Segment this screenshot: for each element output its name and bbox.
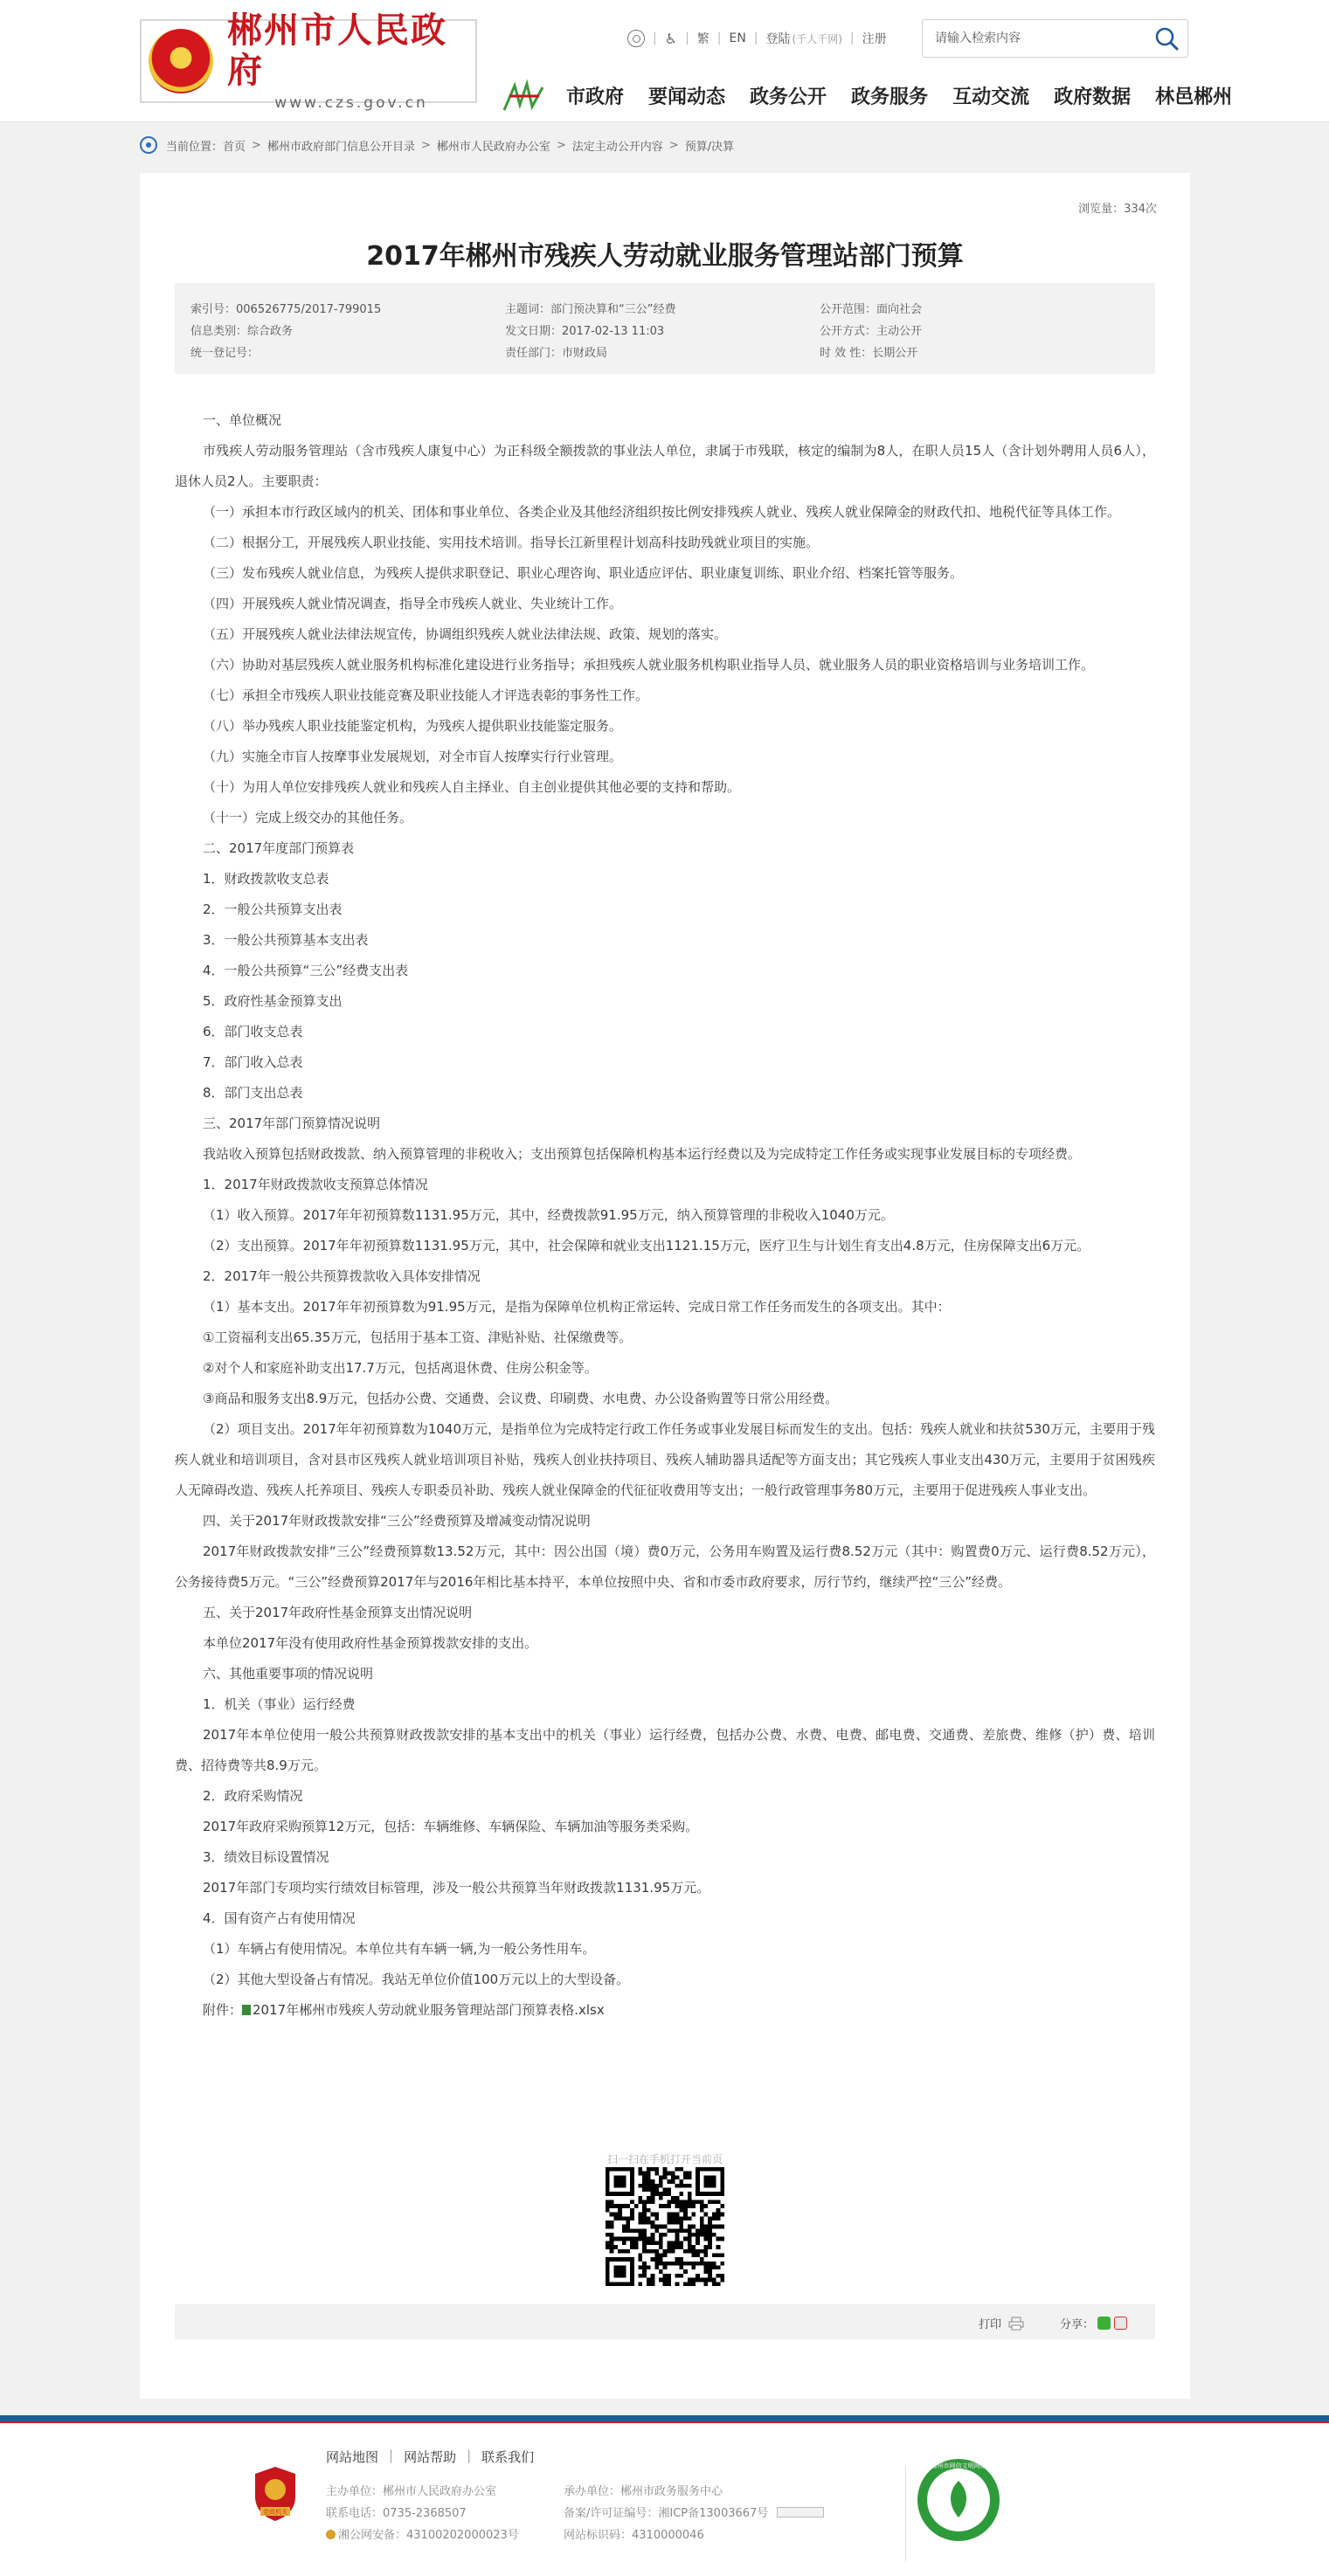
meta-reg-no: 统一登记号： (190, 347, 260, 360)
page-title: 2017年郴州市残疾人劳动就业服务管理站部门预算 (366, 241, 964, 272)
breadcrumb: 当前位置： 首页 > 郴州市政府部门信息公开目录 > 郴州市人民政府办公室 > 法定主动公开内容 > 预算/决算 (140, 136, 734, 154)
footer-contact-link[interactable]: 联系我们 (481, 2449, 535, 2465)
meta-date: 发文日期：2017-02-13 11:03 (505, 325, 665, 338)
article-paragraph: 五、关于2017年政府性基金预算支出情况说明 (203, 1605, 473, 1620)
article-paragraph: 2．政府采购情况 (203, 1788, 303, 1804)
footer-help-link[interactable]: 网站帮助 (404, 2449, 457, 2465)
footer-police-record: 湘公网安备：43100202000023号 (326, 2524, 562, 2546)
login-link[interactable]: 登陆 (765, 32, 791, 46)
attachment-label: 附件： (203, 2002, 243, 2018)
article-paragraph: （二）根据分工，开展残疾人职业技能、实用技术培训。指导长江新里程计划高科技助残就业项目的实施。 (203, 535, 820, 550)
breadcrumb-office[interactable]: 郴州市人民政府办公室 (436, 140, 550, 154)
view-count: 浏览量：334次 (1078, 203, 1157, 216)
xlsx-file-icon (242, 2005, 251, 2015)
article-paragraph: （六）协助对基层残疾人就业服务机构标准化建设进行业务指导；承担残疾人就业服务机构职业指导人员、就业服务人员的职业资格培训与业务培训工作。 (203, 657, 1095, 673)
article-paragraph: 2017年政府采购预算12万元，包括：车辆维修、车辆保险、车辆加油等服务类采购。 (203, 1819, 699, 1834)
article-paragraph: 我站收入预算包括财政拨款、纳入预算管理的非税收入；支出预算包括保障机构基本运行经费以及为完成特定工作任务或实现事业发展目标的专项经费。 (203, 1146, 1082, 1162)
top-links: | ♿ | 繁 | EN | 登陆 (千人千网) | 注册 (627, 28, 887, 49)
article-paragraph: 一、单位概况 (203, 412, 282, 428)
footer-links: 网站地图 | 网站帮助 | 联系我们 (326, 2448, 535, 2465)
search-input[interactable] (923, 21, 1146, 56)
article-paragraph: （2）支出预算。2017年年初预算数1131.95万元，其中，社会保障和就业支出1121.15万元，医疗卫生与计划生育支出4.8万元，住房保障支出6万元。 (203, 1238, 1090, 1253)
article-paragraph: 3．一般公共预算基本支出表 (203, 932, 369, 948)
article-paragraph: 2017年财政拨款安排“三公”经费预算数13.52万元，其中：因公出国（境）费0万元，公务用车购置及运行费8.52万元（其中：购置费0万元、运行费8.52万元），公务接待费5万元。“三公”经费预算2017年与2016年相比基本持平，本单位按照中央、省和市委市政府要求，厉行节约，继续严控“三公”经费。 (175, 1544, 1155, 1590)
qr-code-icon (606, 2167, 724, 2286)
attachment-link[interactable]: 2017年郴州市残疾人劳动就业服务管理站部门预算表格.xlsx (253, 2002, 605, 2018)
nav-item-data[interactable]: 政府数据 (1054, 86, 1132, 108)
nav-item-services[interactable]: 政务服务 (851, 86, 929, 108)
qr-caption: 扫一扫在手机打开当前页 (606, 2153, 723, 2165)
article-paragraph: 六、其他重要事项的情况说明 (203, 1666, 374, 1682)
article-paragraph: （十一）完成上级交办的其他任务。 (203, 810, 413, 825)
footer-site-id: 网站标识码：4310000046 (564, 2529, 704, 2542)
wechat-share-icon[interactable] (1097, 2317, 1111, 2330)
article-paragraph: 二、2017年度部门预算表 (203, 840, 355, 856)
article-paragraph: 7．部门收入总表 (203, 1054, 303, 1070)
party-government-badge-icon[interactable] (252, 2465, 299, 2523)
article-paragraph: （1）车辆占有使用情况。本单位共有车辆一辆,为一般公务性用车。 (203, 1941, 596, 1957)
seal-text: 郴州市网信文明网站 (931, 2462, 986, 2469)
meta-index-no: 索引号：006526775/2017-799015 (190, 303, 382, 316)
badge-text: 党政机关 (263, 2509, 287, 2516)
article-paragraph: （四）开展残疾人就业情况调查，指导全市残疾人就业、失业统计工作。 (203, 596, 623, 611)
article-paragraph: 5．政府性基金预算支出 (203, 993, 343, 1009)
nav-item-linyi-chenzhou[interactable]: 林邑郴州 (1155, 86, 1233, 108)
print-button[interactable] (979, 2315, 1024, 2331)
site-footer (0, 2415, 1329, 2576)
article-paragraph: 1．机关（事业）运行经费 (203, 1696, 356, 1712)
footer-icp: 备案/许可证编号：湘ICP备13003667号 (564, 2503, 843, 2524)
meta-keywords: 主题词：部门预决算和“三公”经费 (505, 303, 676, 316)
share-group (1060, 2315, 1127, 2331)
main-nav (566, 82, 1232, 109)
site-header (0, 0, 1329, 122)
footer-sitemap-link[interactable]: 网站地图 (326, 2449, 379, 2465)
nav-decoration-icon (501, 79, 548, 114)
article-paragraph: ①工资福利支出65.35万元，包括用于基本工资、津贴补贴、社保缴费等。 (203, 1329, 633, 1345)
site-logo[interactable] (140, 10, 477, 112)
meta-scope: 公开范围：面向社会 (820, 303, 923, 316)
article-paragraph: 4．一般公共预算“三公”经费支出表 (203, 963, 409, 978)
logo-title: 郴州市人民政府 (227, 10, 447, 91)
article-paragraph: 三、2017年部门预算情况说明 (203, 1115, 381, 1131)
national-emblem-icon (149, 29, 213, 93)
nav-item-city-government[interactable]: 市政府 (566, 86, 625, 108)
register-link[interactable]: 注册 (862, 32, 887, 46)
breadcrumb-budget[interactable]: 预算/决算 (684, 140, 735, 154)
article-paragraph: （五）开展残疾人就业法律法规宣传，协调组织残疾人就业法律法规、政策、规划的落实。 (203, 626, 728, 642)
article-paragraph: 2．一般公共预算支出表 (203, 901, 343, 917)
print-label: 打印 (979, 2318, 1002, 2331)
breadcrumb-catalog[interactable]: 郴州市政府部门信息公开目录 (266, 140, 415, 154)
english-link[interactable]: EN (729, 31, 746, 45)
footer-phone: 联系电话：0735-2368507 (326, 2507, 467, 2520)
attachment-line (175, 1995, 1155, 2026)
meta-method: 公开方式：主动公开 (820, 325, 923, 338)
printer-icon (1008, 2317, 1024, 2331)
article-paragraph: （八）举办残疾人职业技能鉴定机构，为残疾人提供职业技能鉴定服务。 (203, 718, 623, 734)
cnnic-badge-icon[interactable] (777, 2507, 824, 2517)
article-paragraph: （一）承担本市行政区域内的机关、团体和事业单位、各类企业及其他经济组织按比例安排残疾人就业、残疾人就业保障金的财政代扣、地税代征等具体工作。 (203, 504, 1121, 520)
article-paragraph: （1）收入预算。2017年年初预算数1131.95万元，其中，经费拨款91.95万元，纳入预算管理的非税收入1040万元。 (203, 1207, 894, 1223)
article-paragraph: （2）其他大型设备占有情况。我站无单位价值100万元以上的大型设备。 (203, 1972, 630, 1987)
elderly-mode-icon[interactable]: ♿ (664, 30, 678, 47)
article-paragraph: （1）基本支出。2017年年初预算数为91.95万元，是指为保障单位机构正常运转、完成日常工作任务而发生的各项支出。其中： (203, 1299, 951, 1315)
article-paragraph: （七）承担全市残疾人职业技能竞赛及职业技能人才评选表彰的事务性工作。 (203, 687, 649, 703)
login-hint: (千人千网) (792, 32, 842, 45)
article-paragraph: ②对个人和家庭补助支出17.7万元，包括离退休费、住房公积金等。 (203, 1360, 598, 1376)
article-paragraph: 4．国有资产占有使用情况 (203, 1910, 356, 1926)
search-box (922, 19, 1188, 58)
article-paragraph: 2017年部门专项均实行绩效目标管理，涉及一般公共预算当年财政拨款1131.95万元。 (203, 1880, 710, 1896)
weibo-share-icon[interactable] (1114, 2317, 1127, 2330)
footer-organizer: 承办单位：郴州市政务服务中心 (564, 2485, 723, 2498)
breadcrumb-home[interactable]: 首页 (223, 140, 246, 154)
traditional-chinese-link[interactable]: 繁 (696, 32, 709, 46)
article-paragraph: 本单位2017年没有使用政府性基金预算拨款安排的支出。 (203, 1635, 538, 1651)
article-paragraph: （九）实施全市盲人按摩事业发展规划，对全市盲人按摩实行行业管理。 (203, 749, 623, 764)
meta-validity: 时 效 性：长期公开 (820, 347, 918, 360)
search-icon (1154, 26, 1179, 51)
meta-table (175, 283, 1155, 374)
article-paragraph: 8．部门支出总表 (203, 1085, 303, 1101)
logo-url: www.czs.gov.cn (274, 94, 428, 112)
breadcrumb-content[interactable]: 法定主动公开内容 (571, 140, 663, 154)
article-paragraph: 2017年本单位使用一般公共预算财政拨款安排的基本支出中的机关（事业）运行经费，包括办公费、水费、电费、邮电费、交通费、差旅费、维修（护）费、培训费、招待费等共8.9万元。 (175, 1727, 1155, 1773)
article-body (175, 405, 1155, 2026)
meta-department: 责任部门：市财政局 (505, 347, 608, 360)
article-paragraph: 3．绩效目标设置情况 (203, 1849, 329, 1865)
accessibility-icon[interactable] (627, 30, 645, 47)
article-paragraph: （三）发布残疾人就业信息，为残疾人提供求职登记、职业心理咨询、职业适应评估、职业康复训练、职业介绍、档案托管等服务。 (203, 565, 964, 581)
nav-item-news[interactable]: 要闻动态 (648, 86, 726, 108)
footer-host: 主办单位：郴州市人民政府办公室 (326, 2485, 497, 2498)
location-pin-icon (140, 136, 157, 154)
article-paragraph: （十）为用人单位安排残疾人就业和残疾人自主择业、自主创业提供其他必要的支持和帮助。 (203, 779, 741, 795)
meta-category: 信息类别：综合政务 (190, 325, 294, 338)
article-paragraph: 四、关于2017年财政拨款安排“三公”经费预算及增减变动情况说明 (203, 1513, 591, 1529)
share-bar (175, 2304, 1155, 2339)
police-badge-icon (326, 2530, 336, 2539)
breadcrumb-label: 当前位置： (166, 140, 224, 154)
article-paragraph: ③商品和服务支出8.9万元，包括办公费、交通费、会议费、印刷费、水电费、办公设备购置等日常公用经费。 (203, 1391, 839, 1406)
article-paragraph: 1．2017年财政拨款收支预算总体情况 (203, 1177, 428, 1192)
article-paragraph: 市残疾人劳动服务管理站（含市残疾人康复中心）为正科级全额拨款的事业法人单位，隶属于市残联，核定的编制为8人，在职人员15人（含计划外聘用人员6人），退休人员2人。主要职责： (175, 443, 1155, 489)
article-paragraph: 2．2017年一般公共预算拨款收入具体安排情况 (203, 1268, 481, 1284)
article-paragraph: （2）项目支出。2017年年初预算数为1040万元，是指单位为完成特定行政工作任务或事业发展目标而发生的支出。包括：残疾人就业和扶贫530万元，主要用于残疾人就业和培训项目，含对县市区残疾人就业培训项目补贴，残疾人创业扶持项目、残疾人辅助器具适配等方面支出；其它残疾人事业支出430万元，主要用于贫困残疾人无障碍改造、残疾人托养项目、残疾人专职委员补助、残疾人就业保障金的代征征收费用等支出；一般行政管理事务80万元，主要用于促进残疾人事业支出。 (175, 1421, 1155, 1498)
article-card (140, 173, 1190, 2399)
nav-item-disclosure[interactable]: 政务公开 (750, 86, 827, 108)
article-paragraph: 6．部门收支总表 (203, 1024, 303, 1039)
search-button[interactable] (1146, 20, 1187, 57)
civilized-website-seal-icon[interactable] (915, 2456, 1002, 2544)
nav-item-interaction[interactable]: 互动交流 (952, 86, 1030, 108)
article-paragraph: 1．财政拨款收支总表 (203, 871, 329, 887)
share-label: 分享： (1060, 2318, 1095, 2331)
